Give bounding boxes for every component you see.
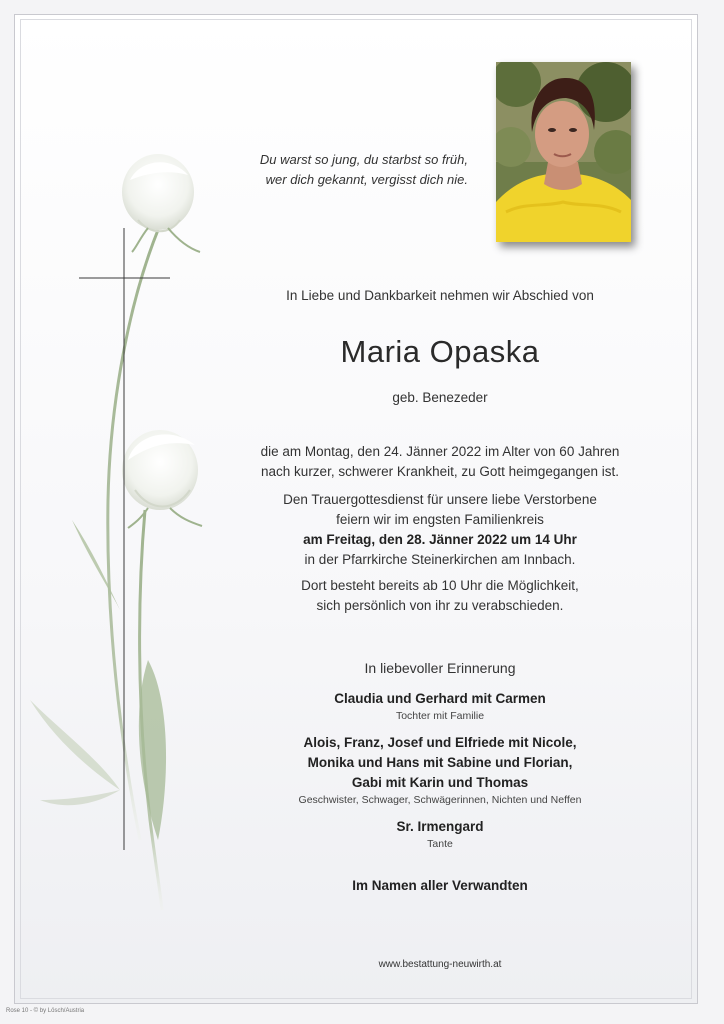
mourner-relation: Tante <box>427 838 453 850</box>
quote-line-2: wer dich gekannt, vergisst dich nie. <box>265 172 468 187</box>
farewell-info <box>230 576 650 616</box>
farewell-line-2: sich persönlich von ihr zu verabschieden. <box>316 598 564 613</box>
service-date: am Freitag, den 28. Jänner 2022 um 14 Uhr <box>303 532 577 547</box>
mourner-names: Gabi mit Karin und Thomas <box>351 775 529 790</box>
mourner-group-1 <box>230 689 650 724</box>
mourner-names: Sr. Irmengard <box>396 819 484 834</box>
website-link[interactable]: www.bestattung-neuwirth.at <box>378 959 502 970</box>
mourner-names: Monika und Hans mit Sabine und Florian, <box>307 755 573 770</box>
lower-rose <box>122 430 202 528</box>
memorial-quote <box>228 150 468 190</box>
top-rose <box>122 154 200 252</box>
rose-illustration <box>20 140 220 930</box>
mourner-names: Claudia und Gerhard mit Carmen <box>334 691 546 706</box>
birth-name: geb. Benezeder <box>392 390 488 405</box>
service-info <box>230 490 650 570</box>
service-line-1: Den Trauergottesdienst für unsere liebe Verstorbene <box>283 492 597 507</box>
death-notice-line-1: die am Montag, den 24. Jänner 2022 im Alter von 60 Jahren <box>260 444 620 459</box>
mourner-names: Alois, Franz, Josef und Elfriede mit Nicole, <box>303 735 577 750</box>
death-notice-line-2: nach kurzer, schwerer Krankheit, zu Gott heimgegangen ist. <box>261 464 619 479</box>
closing-line: Im Namen aller Verwandten <box>352 878 528 893</box>
service-line-2: feiern wir im engsten Familienkreis <box>336 512 544 527</box>
memory-heading: In liebevoller Erinnerung <box>364 660 516 676</box>
portrait-photo <box>496 62 631 242</box>
quote-line-1: Du warst so jung, du starbst so früh, <box>259 152 468 167</box>
intro-text: In Liebe und Dankbarkeit nehmen wir Abschied von <box>286 288 594 303</box>
mourner-group-2 <box>230 733 650 808</box>
service-location: in der Pfarrkirche Steinerkirchen am Innbach. <box>304 552 576 567</box>
footer-code: Rose 10 - © by Lösch/Austria <box>6 1008 85 1014</box>
mourner-relation: Geschwister, Schwager, Schwägerinnen, Nichten und Neffen <box>298 794 582 806</box>
deceased-name: Maria Opaska <box>340 334 540 369</box>
farewell-line-1: Dort besteht bereits ab 10 Uhr die Möglichkeit, <box>301 578 579 593</box>
death-notice <box>230 442 650 482</box>
mourner-group-3 <box>230 817 650 852</box>
mourner-relation: Tochter mit Familie <box>395 710 485 722</box>
